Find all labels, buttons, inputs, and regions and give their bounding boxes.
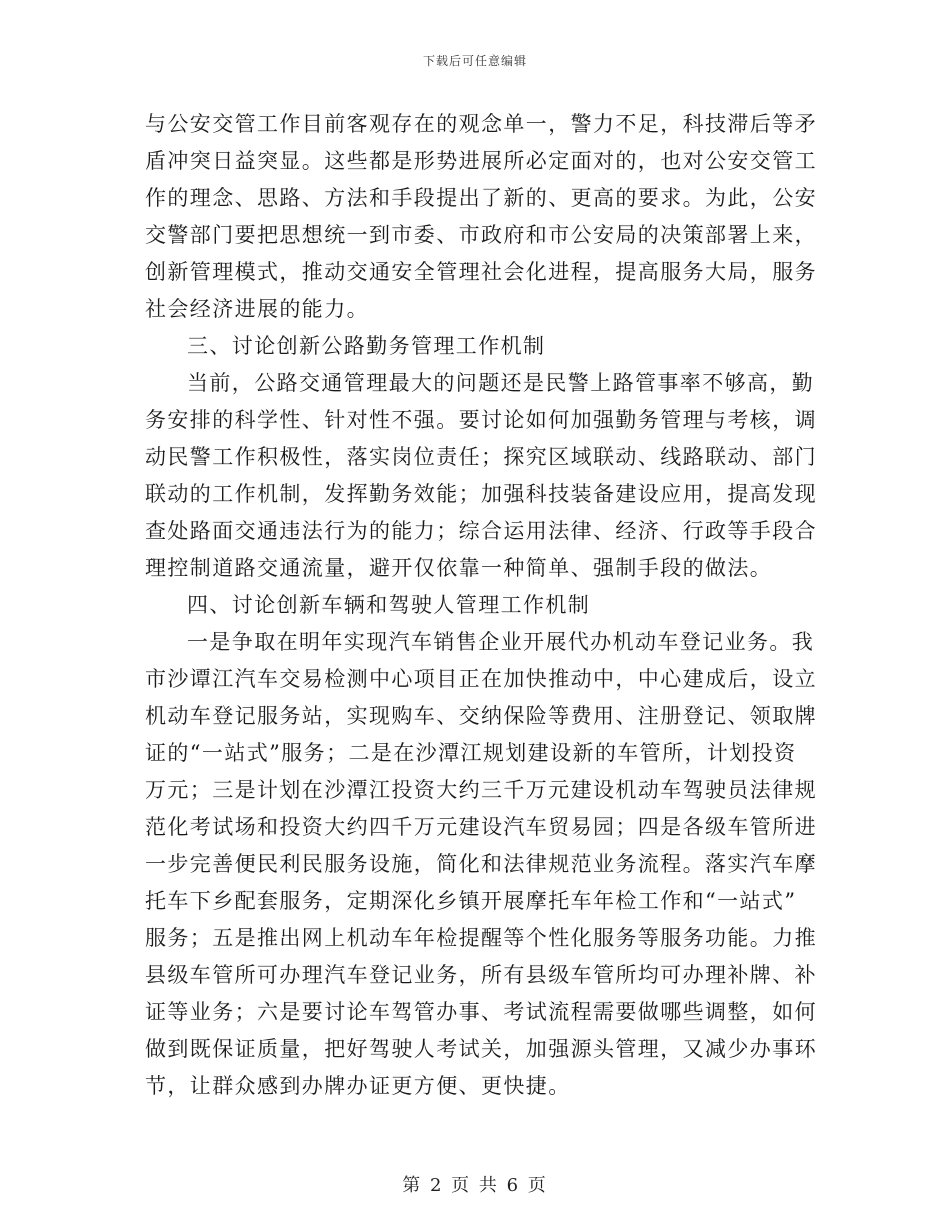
section-heading: 三、讨论创新公路勤务管理工作机制 (187, 334, 546, 358)
body-line: 查处路面交通违法行为的能力；综合运用法律、经济、行政等手段合 (145, 519, 817, 543)
body-line: 范化考试场和投资大约四千万元建设汽车贸易园；四是各级车管所进 (145, 815, 817, 839)
body-line: 动民警工作积极性，落实岗位责任；探究区域联动、线路联动、部门 (145, 445, 817, 469)
body-line: 一是争取在明年实现汽车销售企业开展代办机动车登记业务。我 (187, 630, 815, 654)
body-line: 万元；三是计划在沙潭江投资大约三千万元建设机动车驾驶员法律规 (145, 778, 817, 802)
body-line: 一步完善便民利民服务设施，简化和法律规范业务流程。落实汽车摩 (145, 852, 817, 876)
body-line: 证等业务；六是要讨论车驾管办事、考试流程需要做哪些调整，如何 (145, 1000, 817, 1024)
body-line: 盾冲突日益突显。这些都是形势进展所必定面对的，也对公安交管工 (145, 149, 817, 173)
section-heading: 四、讨论创新车辆和驾驶人管理工作机制 (187, 593, 591, 617)
document-body (145, 106, 817, 1105)
body-line: 做到既保证质量，把好驾驶人考试关，加强源头管理，又减少办事环 (145, 1037, 817, 1061)
body-line: 创新管理模式，推动交通安全管理社会化进程，提高服务大局，服务 (145, 260, 817, 284)
body-line: 交警部门要把思想统一到市委、市政府和市公安局的决策部署上来， (145, 223, 817, 247)
body-line: 机动车登记服务站，实现购车、交纳保险等费用、注册登记、领取牌 (145, 704, 817, 728)
body-line: 当前，公路交通管理最大的问题还是民警上路管事率不够高，勤 (187, 371, 815, 395)
body-line: 与公安交管工作目前客观存在的观念单一，警力不足，科技滞后等矛 (145, 112, 817, 136)
body-line: 务安排的科学性、针对性不强。要讨论如何加强勤务管理与考核，调 (145, 408, 817, 432)
body-line: 服务；五是推出网上机动车年检提醒等个性化服务等服务功能。力推 (145, 926, 817, 950)
body-line: 托车下乡配套服务，定期深化乡镇开展摩托车年检工作和“一站式” (145, 889, 797, 913)
body-line: 作的理念、思路、方法和手段提出了新的、更高的要求。为此，公安 (145, 186, 817, 210)
body-line: 市沙谭江汽车交易检测中心项目正在加快推动中，中心建成后，设立 (145, 667, 817, 691)
header-note: 下载后可任意编辑 (422, 54, 527, 68)
body-line: 理控制道路交通流量，避开仅依靠一种简单、强制手段的做法。 (145, 556, 773, 580)
body-line: 联动的工作机制，发挥勤务效能；加强科技装备建设应用，提高发现 (145, 482, 817, 506)
body-line: 社会经济进展的能力。 (145, 297, 369, 321)
body-line: 县级车管所可办理汽车登记业务，所有县级车管所均可办理补牌、补 (145, 963, 817, 987)
page-number-footer: 第 2 页 共 6 页 (402, 1175, 548, 1196)
body-line: 证的“一站式”服务；二是在沙潭江规划建设新的车管所，计划投资 (145, 741, 797, 765)
body-line: 节，让群众感到办牌办证更方便、更快捷。 (145, 1074, 571, 1098)
